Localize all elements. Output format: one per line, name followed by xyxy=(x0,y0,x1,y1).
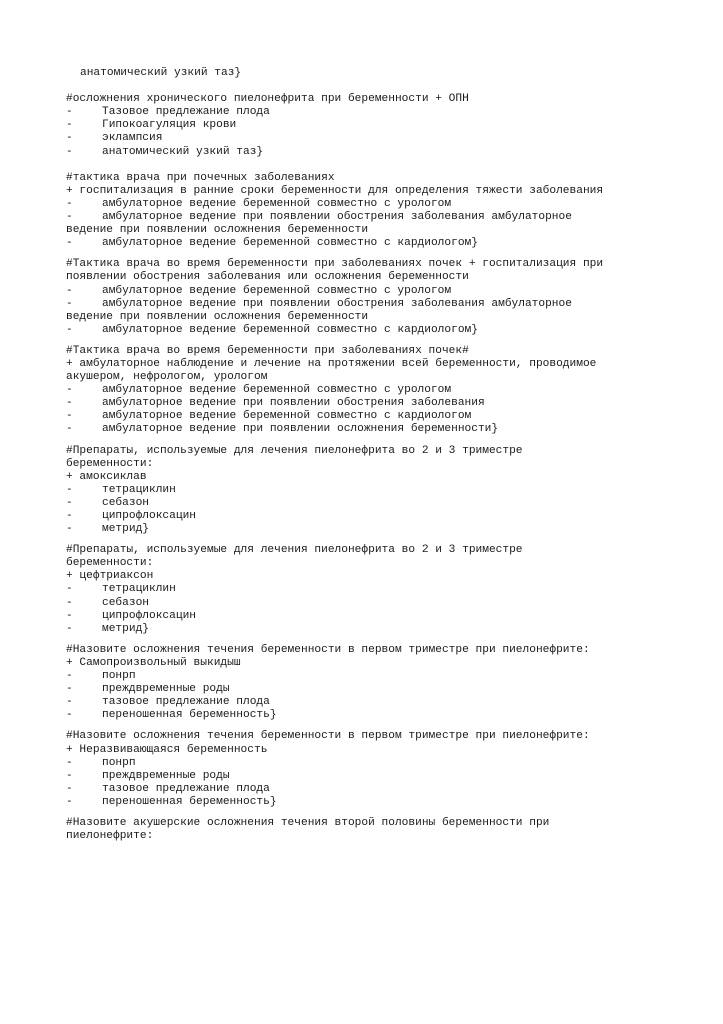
option-mark: - xyxy=(66,795,73,808)
question-block xyxy=(66,730,666,809)
option-text: амбулаторное ведение беременной совместно с кардиологом xyxy=(102,410,472,423)
question-block xyxy=(66,172,666,251)
option-text: амбулаторное ведение при появлении обострения заболевания амбулаторное xyxy=(102,297,572,310)
option-text: переношенная беременность} xyxy=(102,709,277,722)
spacer xyxy=(66,80,666,93)
question-text: #Препараты, используемые для лечения пиелонефрита во 2 и 3 триместре xyxy=(66,444,523,457)
option-text: тазовое предлежание плода xyxy=(102,696,270,709)
option-mark: - xyxy=(66,384,73,397)
option-mark: - xyxy=(66,106,73,119)
answer-option xyxy=(66,211,666,224)
option-mark: - xyxy=(66,510,73,522)
option-text: амбулаторное ведение беременной совместно с урологом xyxy=(102,384,452,397)
option-text: понрп xyxy=(102,670,136,683)
option-mark: - xyxy=(66,211,73,224)
answer-option xyxy=(66,237,666,250)
answer-option xyxy=(66,119,666,132)
answer-option xyxy=(66,146,666,159)
option-text: переношенная беременность} xyxy=(102,795,277,808)
answer-option xyxy=(66,132,666,145)
option-text: метрид} xyxy=(102,523,149,536)
option-mark: - xyxy=(66,483,73,496)
option-text: ципрофлоксацин xyxy=(102,609,196,622)
question-text: #тактика врача при почечных заболеваниях xyxy=(66,171,335,184)
question-text: #Препараты, используемые для лечения пиелонефрита во 2 и 3 триместре xyxy=(66,544,523,557)
option-mark: - xyxy=(66,496,73,509)
question-text: беременности: xyxy=(66,557,154,570)
option-continuation: ведение при появлении осложнения беременности xyxy=(66,224,369,237)
question-block xyxy=(66,644,666,723)
option-text: амбулаторное ведение при появлении осложнения беременности} xyxy=(102,423,499,436)
option-text: эклампсия xyxy=(102,132,163,145)
question-block xyxy=(66,445,666,537)
answer-option xyxy=(66,324,666,337)
option-text: ципрофлоксацин xyxy=(102,510,196,522)
spacer xyxy=(66,159,666,172)
option-mark: - xyxy=(66,609,73,622)
option-mark: - xyxy=(66,397,73,410)
option-text: амбулаторное ведение беременной совместно с кардиологом} xyxy=(102,237,478,250)
answer-option xyxy=(66,497,666,510)
option-text: себазон xyxy=(102,496,149,509)
answer-option xyxy=(66,696,666,709)
answer-option xyxy=(66,397,666,410)
option-text: тазовое предлежание плода xyxy=(102,782,270,795)
answer-option xyxy=(66,623,666,636)
option-text: Гипокоагуляция крови xyxy=(102,119,237,132)
answer-option xyxy=(66,484,666,497)
answer-option xyxy=(66,523,666,536)
option-mark: - xyxy=(66,423,73,436)
correct-answer: + госпитализация в ранние сроки беременности для определения тяжести заболевания xyxy=(66,184,604,197)
correct-answer: акушером, нефрологом, урологом xyxy=(66,371,268,384)
option-text: Тазовое предлежание плода xyxy=(102,106,270,119)
question-text: пиелонефрите: xyxy=(66,830,154,843)
option-continuation: ведение при появлении осложнения беременности xyxy=(66,310,369,323)
spacer xyxy=(66,437,666,445)
correct-answer: + цефтриаксон xyxy=(66,570,154,583)
option-mark: - xyxy=(66,756,73,769)
spacer xyxy=(66,536,666,544)
spacer xyxy=(66,809,666,817)
question-block xyxy=(66,93,666,158)
answer-option xyxy=(66,709,666,722)
option-mark: - xyxy=(66,297,73,310)
answer-option xyxy=(66,423,666,436)
answer-option xyxy=(66,285,666,298)
question-block xyxy=(66,258,666,337)
option-mark: - xyxy=(66,132,73,145)
correct-answer: + амоксиклав xyxy=(66,470,147,483)
answer-option xyxy=(66,106,666,119)
option-text: понрп xyxy=(102,756,136,769)
question-text: беременности: xyxy=(66,457,154,470)
question-block xyxy=(66,345,666,437)
question-text: #Тактика врача во время беременности при заболеваниях почек + госпитализация при xyxy=(66,258,604,271)
option-mark: - xyxy=(66,683,73,696)
question-text: #Назовите осложнения течения беременности в первом триместре при пиелонефрите: xyxy=(66,643,590,656)
option-mark: - xyxy=(66,622,73,635)
question-block xyxy=(66,817,666,843)
answer-option xyxy=(66,410,666,423)
option-text: тетрациклин xyxy=(102,583,176,596)
option-mark: - xyxy=(66,145,73,158)
option-mark: - xyxy=(66,197,73,210)
option-mark: - xyxy=(66,709,73,722)
option-text: себазон xyxy=(102,596,149,609)
option-text: преждвременные роды xyxy=(102,769,230,782)
option-mark: - xyxy=(66,119,73,132)
question-text: #Назовите акушерские осложнения течения второй половины беременности при xyxy=(66,816,550,829)
option-text: преждвременные роды xyxy=(102,683,230,696)
answer-option xyxy=(66,198,666,211)
option-mark: - xyxy=(66,670,73,683)
answer-option xyxy=(66,796,666,809)
option-mark: - xyxy=(66,583,73,596)
question-text: #Назовите осложнения течения беременности в первом триместре при пиелонефрите: xyxy=(66,730,590,743)
answer-option xyxy=(66,610,666,623)
correct-answer: + амбулаторное наблюдение и лечение на протяжении всей беременности, проводимое xyxy=(66,357,597,370)
option-text: амбулаторное ведение беременной совместно с кардиологом} xyxy=(102,323,478,336)
option-mark: - xyxy=(66,696,73,709)
correct-answer: + Самопроизвольный выкидыш xyxy=(66,656,241,669)
question-text: #Тактика врача во время беременности при заболеваниях почек# xyxy=(66,344,469,357)
option-text: тетрациклин xyxy=(102,483,176,496)
answer-option xyxy=(66,597,666,610)
correct-answer: + Неразвивающаяся беременность xyxy=(66,743,268,756)
option-text: метрид} xyxy=(102,622,149,635)
answer-option xyxy=(66,770,666,783)
question-block xyxy=(66,544,666,636)
option-mark: - xyxy=(66,769,73,782)
answer-option xyxy=(66,510,666,523)
option-text: амбулаторное ведение при появлении обострения заболевания xyxy=(102,397,485,410)
option-mark: - xyxy=(66,323,73,336)
option-mark: - xyxy=(66,284,73,297)
option-mark: - xyxy=(66,410,73,423)
spacer xyxy=(66,337,666,345)
option-text: анатомический узкий таз} xyxy=(102,145,264,158)
option-text: амбулаторное ведение беременной совместно с урологом xyxy=(102,197,452,210)
option-text: амбулаторное ведение беременной совместно с урологом xyxy=(102,284,452,297)
answer-option xyxy=(66,783,666,796)
question-text: #осложнения хронического пиелонефрита при беременности + ОПН xyxy=(66,93,469,106)
option-text: амбулаторное ведение при появлении обострения заболевания амбулаторное xyxy=(102,211,572,224)
answer-option xyxy=(66,757,666,770)
option-mark: - xyxy=(66,596,73,609)
question-text: появлении обострения заболевания или осложнения беременности xyxy=(66,271,469,284)
option-mark: - xyxy=(66,237,73,250)
text-line: анатомический узкий таз} xyxy=(80,67,242,79)
answer-option xyxy=(66,298,666,311)
answer-option xyxy=(66,384,666,397)
answer-option xyxy=(66,670,666,683)
option-mark: - xyxy=(66,523,73,536)
answer-option xyxy=(66,583,666,596)
answer-option xyxy=(66,683,666,696)
spacer xyxy=(66,636,666,644)
option-mark: - xyxy=(66,782,73,795)
document-content xyxy=(66,67,666,843)
